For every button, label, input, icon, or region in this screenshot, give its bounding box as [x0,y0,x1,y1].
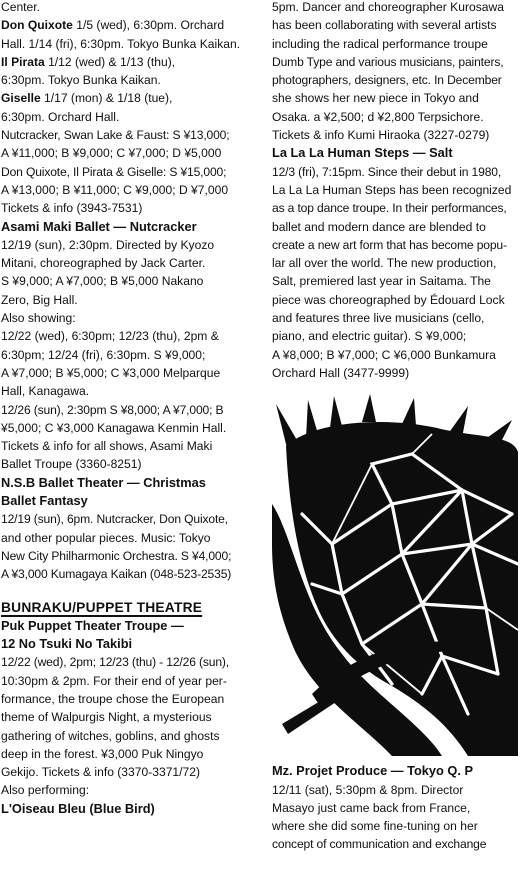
text-line: ballet and modern dance are blended to [272,219,486,234]
entry-title: Puk Puppet Theater Troupe — [1,617,184,633]
text-line: deep in the forest. ¥3,000 Puk Ningyo [1,746,204,761]
left-column [1,0,253,818]
text-line: 12/22 (wed), 6:30pm; 12/23 (thu), 2pm & [1,329,219,344]
text-line: 12/11 (sat), 5:30pm & 8pm. Director [272,782,464,797]
text-line: Tickets & info Kumi Hiraoka (3227-0279) [272,128,490,143]
entry-title: Mz. Projet Produce — Tokyo Q. P [272,763,473,779]
text-line: New City Philharmonic Orchestra. S ¥4,000; [1,548,232,563]
text-line: Ballet Troupe (3360-8251) [1,457,142,472]
text-line: Nutcracker, Swan Lake & Faust: S ¥13,000; [1,128,230,143]
text-line: including the radical performance troupe [272,36,488,51]
performance-photo [272,394,518,756]
text-line: Center. [1,0,40,14]
text-line: Also performing: [1,783,90,798]
text-line: Don Quixote, Il Pirata & Giselle: S ¥15,000; [1,164,227,179]
text-line: lar all over the world. The new production, [272,256,497,271]
text-line: create a new art form that has become popu- [272,237,507,252]
text-line: Orchard Hall (3477-9999) [272,365,410,380]
text-line: as a top dance troupe. In their performances, [272,201,507,216]
entry-title: L'Oiseau Bleu (Blue Bird) [1,800,155,816]
text-line: piano, and electric guitar). S ¥9,000; [272,329,467,344]
text-line: 5pm. Dancer and choreographer Kurosawa [272,0,504,14]
right-column [272,0,518,854]
listing-giselle [1,89,253,107]
text-line: A ¥8,000; B ¥7,000; C ¥6,000 Bunkamura [272,347,496,362]
text-line: she shows her new piece in Tokyo and [272,91,479,106]
listing-don-quixote [1,16,253,34]
text-line: and features three live musicians (cello, [272,311,485,326]
text-line: 12/22 (wed), 2pm; 12/23 (thu) - 12/26 (sun), [1,655,230,670]
text-line: A ¥7,000; B ¥5,000; C ¥3,000 Melparque [1,365,221,380]
entry-title: La La La Human Steps — Salt [272,145,453,161]
text-line: A ¥3,000 Kumagaya Kaikan (048-523-2535) [1,567,232,582]
text-line: piece was choreographed by Édouard Lock [272,292,505,307]
entry-title: Ballet Fantasy [1,493,88,509]
text-line: 6:30pm. Tokyo Bunka Kaikan. [1,73,161,88]
text-line: 1/5 (wed), 6:30pm. Orchard [72,18,225,33]
text-line: Hall, Kanagawa. [1,384,90,399]
text-line: 12/19 (sun), 2:30pm. Directed by Kyozo [1,237,215,252]
text-line: 12/19 (sun), 6pm. Nutcracker, Don Quixote, [1,512,228,527]
text-line: has been collaborating with several artists [272,18,497,33]
text-line: Osaka. a ¥2,500; d ¥2,800 Terpsichore. [272,109,484,124]
text-line: concept of communication and exchange [272,837,487,852]
text-line: Dumb Type and various musicians, painters, [272,54,504,69]
text-line: A ¥11,000; B ¥9,000; C ¥7,000; D ¥5,000 [1,146,222,161]
text-line: Hall. 1/14 (fri), 6:30pm. Tokyo Bunka Kaikan. [1,36,241,51]
section-heading: BUNRAKU/PUPPET THEATRE [1,599,203,615]
text-line: formance, the troupe chose the European [1,691,225,706]
text-line: theme of Walpurgis Night, a mysterious [1,710,212,725]
text-line: and other popular pieces. Music: Tokyo [1,530,211,545]
text-line: ¥5,000; C ¥3,000 Kanagawa Kenmin Hall. [1,420,227,435]
text-line: La La La Human Steps has been recognized [272,182,512,197]
entry-title: Asami Maki Ballet — Nutcracker [1,218,197,234]
text-line: A ¥13,000; B ¥11,000; C ¥9,000; D ¥7,000 [1,182,229,197]
text-line: Salt, premiered last year in Saitama. The [272,274,491,289]
text-line: 6:30pm. Orchard Hall. [1,109,120,124]
entry-title: Giselle [1,91,41,106]
text-line: photographers, designers, etc. In December [272,73,502,88]
text-line: Also showing: [1,311,76,326]
text-line: Tickets & info (3943-7531) [1,201,143,216]
text-line: Zero, Big Hall. [1,292,78,307]
text-line: 1/17 (mon) & 1/18 (tue), [40,91,173,106]
text-line: 6:30pm; 12/24 (fri), 6:30pm. S ¥9,000; [1,347,206,362]
entry-title: Don Quixote [1,18,73,33]
entry-title: N.S.B Ballet Theater — Christmas [1,474,206,490]
text-line: 12/26 (sun), 2:30pm S ¥8,000; A ¥7,000; B [1,402,224,417]
listing-il-pirata [1,53,253,71]
text-line: Masayo just came back from France, [272,800,471,815]
text-line: where she did some fine-tuning on her [272,819,478,834]
text-line: gathering of witches, goblins, and ghosts [1,728,220,743]
text-line: 1/12 (wed) & 1/13 (thu), [44,54,176,69]
text-line: S ¥9,000; A ¥7,000; B ¥5,000 Nakano [1,274,204,289]
text-line: Tickets & info for all shows, Asami Maki [1,439,213,454]
text-line: 12/3 (fri), 7:15pm. Since their debut in 1980, [272,164,502,179]
entry-title: 12 No Tsuki No Takibi [1,636,133,652]
entry-title: Il Pirata [1,54,45,69]
text-line: Mitani, choreographed by Jack Carter. [1,256,206,271]
text-line: 10:30pm & 2pm. For their end of year per- [1,673,227,688]
text-line: Gekijo. Tickets & info (3370-3371/72) [1,765,200,780]
